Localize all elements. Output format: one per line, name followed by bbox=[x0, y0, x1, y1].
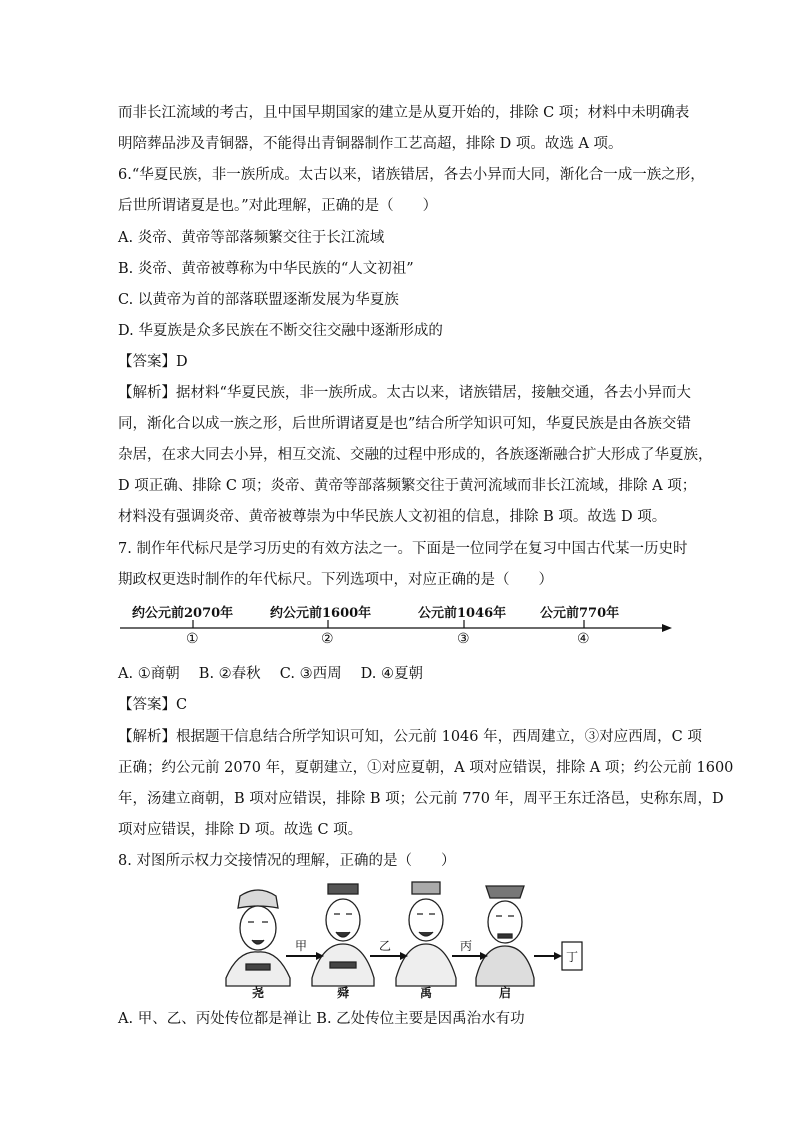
arrow-label: 甲 bbox=[295, 939, 308, 953]
ruler-name: 尧 bbox=[252, 986, 265, 1000]
analysis-text: 年，汤建立商朝，B 项对应错误，排除 B 项；公元前 770 年，周平王东迁洛邑，史称东周，D bbox=[118, 791, 724, 807]
text-line: 明陪葬品涉及青铜器，不能得出青铜器制作工艺高超，排除 D 项。故选 A 项。 bbox=[118, 136, 623, 152]
option-c: C. 以黄帝为首的部落联盟逐渐发展为华夏族 bbox=[118, 292, 399, 308]
timeline-label: 公元前770年 bbox=[540, 606, 620, 621]
timeline-mark: ④ bbox=[577, 631, 590, 647]
timeline-mark: ① bbox=[186, 631, 199, 647]
answer-label: 【答案】D bbox=[118, 354, 188, 370]
analysis-text: 同，渐化合以成一族之形，后世所谓诸夏是也”结合所学知识可知，华夏民族是由各族交错 bbox=[118, 416, 691, 432]
analysis-text: 【解析】据材料“华夏民族，非一族所成。太古以来，诸族错居，接触交通，各去小异而大 bbox=[118, 385, 691, 401]
question-8-stem: 8. 对图所示权力交接情况的理解，正确的是（ ） bbox=[118, 853, 456, 869]
question-6-stem: 后世所谓诸夏是也。”对此理解，正确的是（ ） bbox=[118, 198, 438, 214]
analysis-text: 项对应错误，排除 D 项。故选 C 项。 bbox=[118, 822, 363, 838]
option-b: B. 炎帝、黄帝被尊称为中华民族的“人文初祖” bbox=[118, 261, 414, 277]
timeline-label: 约公元前2070年 bbox=[132, 606, 234, 621]
rulers-illustration bbox=[218, 878, 588, 1000]
analysis-text: 材料没有强调炎帝、黄帝被尊崇为中华民族人文初祖的信息，排除 B 项。故选 D 项。 bbox=[118, 509, 667, 525]
question-6-stem: 6.“华夏民族，非一族所成。太古以来，诸族错居，各去小异而大同，渐化合一成一族之形， bbox=[118, 167, 705, 183]
text-line: 而非长江流域的考古，且中国早期国家的建立是从夏开始的，排除 C 项；材料中未明确表 bbox=[118, 105, 690, 121]
question-7-options: A. ①商朝 B. ②春秋 C. ③西周 D. ④夏朝 bbox=[118, 666, 424, 682]
timeline-figure bbox=[118, 600, 678, 660]
question-8-options: A. 甲、乙、丙处传位都是禅让 B. 乙处传位主要是因禹治水有功 bbox=[118, 1011, 525, 1027]
timeline-label: 公元前1046年 bbox=[418, 606, 507, 621]
power-transition-figure bbox=[218, 878, 588, 1000]
analysis-text: 杂居，在求大同去小异，相互交流、交融的过程中形成的，各族逐渐融合扩大形成了华夏族， bbox=[118, 447, 713, 463]
timeline-axis bbox=[118, 600, 678, 660]
timeline-mark: ② bbox=[321, 631, 334, 647]
question-7-stem: 期政权更迭时制作的年代标尺。下列选项中，对应正确的是（ ） bbox=[118, 572, 553, 588]
timeline-mark: ③ bbox=[457, 631, 470, 647]
analysis-text: 正确；约公元前 2070 年，夏朝建立，①对应夏朝，A 项对应错误，排除 A 项；约公元前 1600 bbox=[118, 760, 734, 776]
timeline-label: 约公元前1600年 bbox=[270, 606, 372, 621]
option-d: D. 华夏族是众多民族在不断交往交融中逐渐形成的 bbox=[118, 323, 443, 339]
arrow-label: 丙 bbox=[460, 939, 473, 953]
analysis-text: 【解析】根据题干信息结合所学知识可知，公元前 1046 年，西周建立，③对应西周，C 项 bbox=[118, 729, 702, 745]
box-label: 丁 bbox=[566, 950, 579, 964]
option-a: A. 炎帝、黄帝等部落频繁交往于长江流域 bbox=[118, 230, 385, 246]
question-7-stem: 7. 制作年代标尺是学习历史的有效方法之一。下面是一位同学在复习中国古代某一历史时 bbox=[118, 541, 688, 557]
answer-label: 【答案】C bbox=[118, 697, 188, 713]
ruler-name: 舜 bbox=[337, 986, 350, 1000]
ruler-name: 禹 bbox=[420, 986, 433, 1000]
ruler-name: 启 bbox=[499, 986, 512, 1000]
analysis-text: D 项正确、排除 C 项；炎帝、黄帝等部落频繁交往于黄河流域而非长江流域，排除 A 项； bbox=[118, 478, 697, 494]
arrow-label: 乙 bbox=[379, 939, 392, 953]
